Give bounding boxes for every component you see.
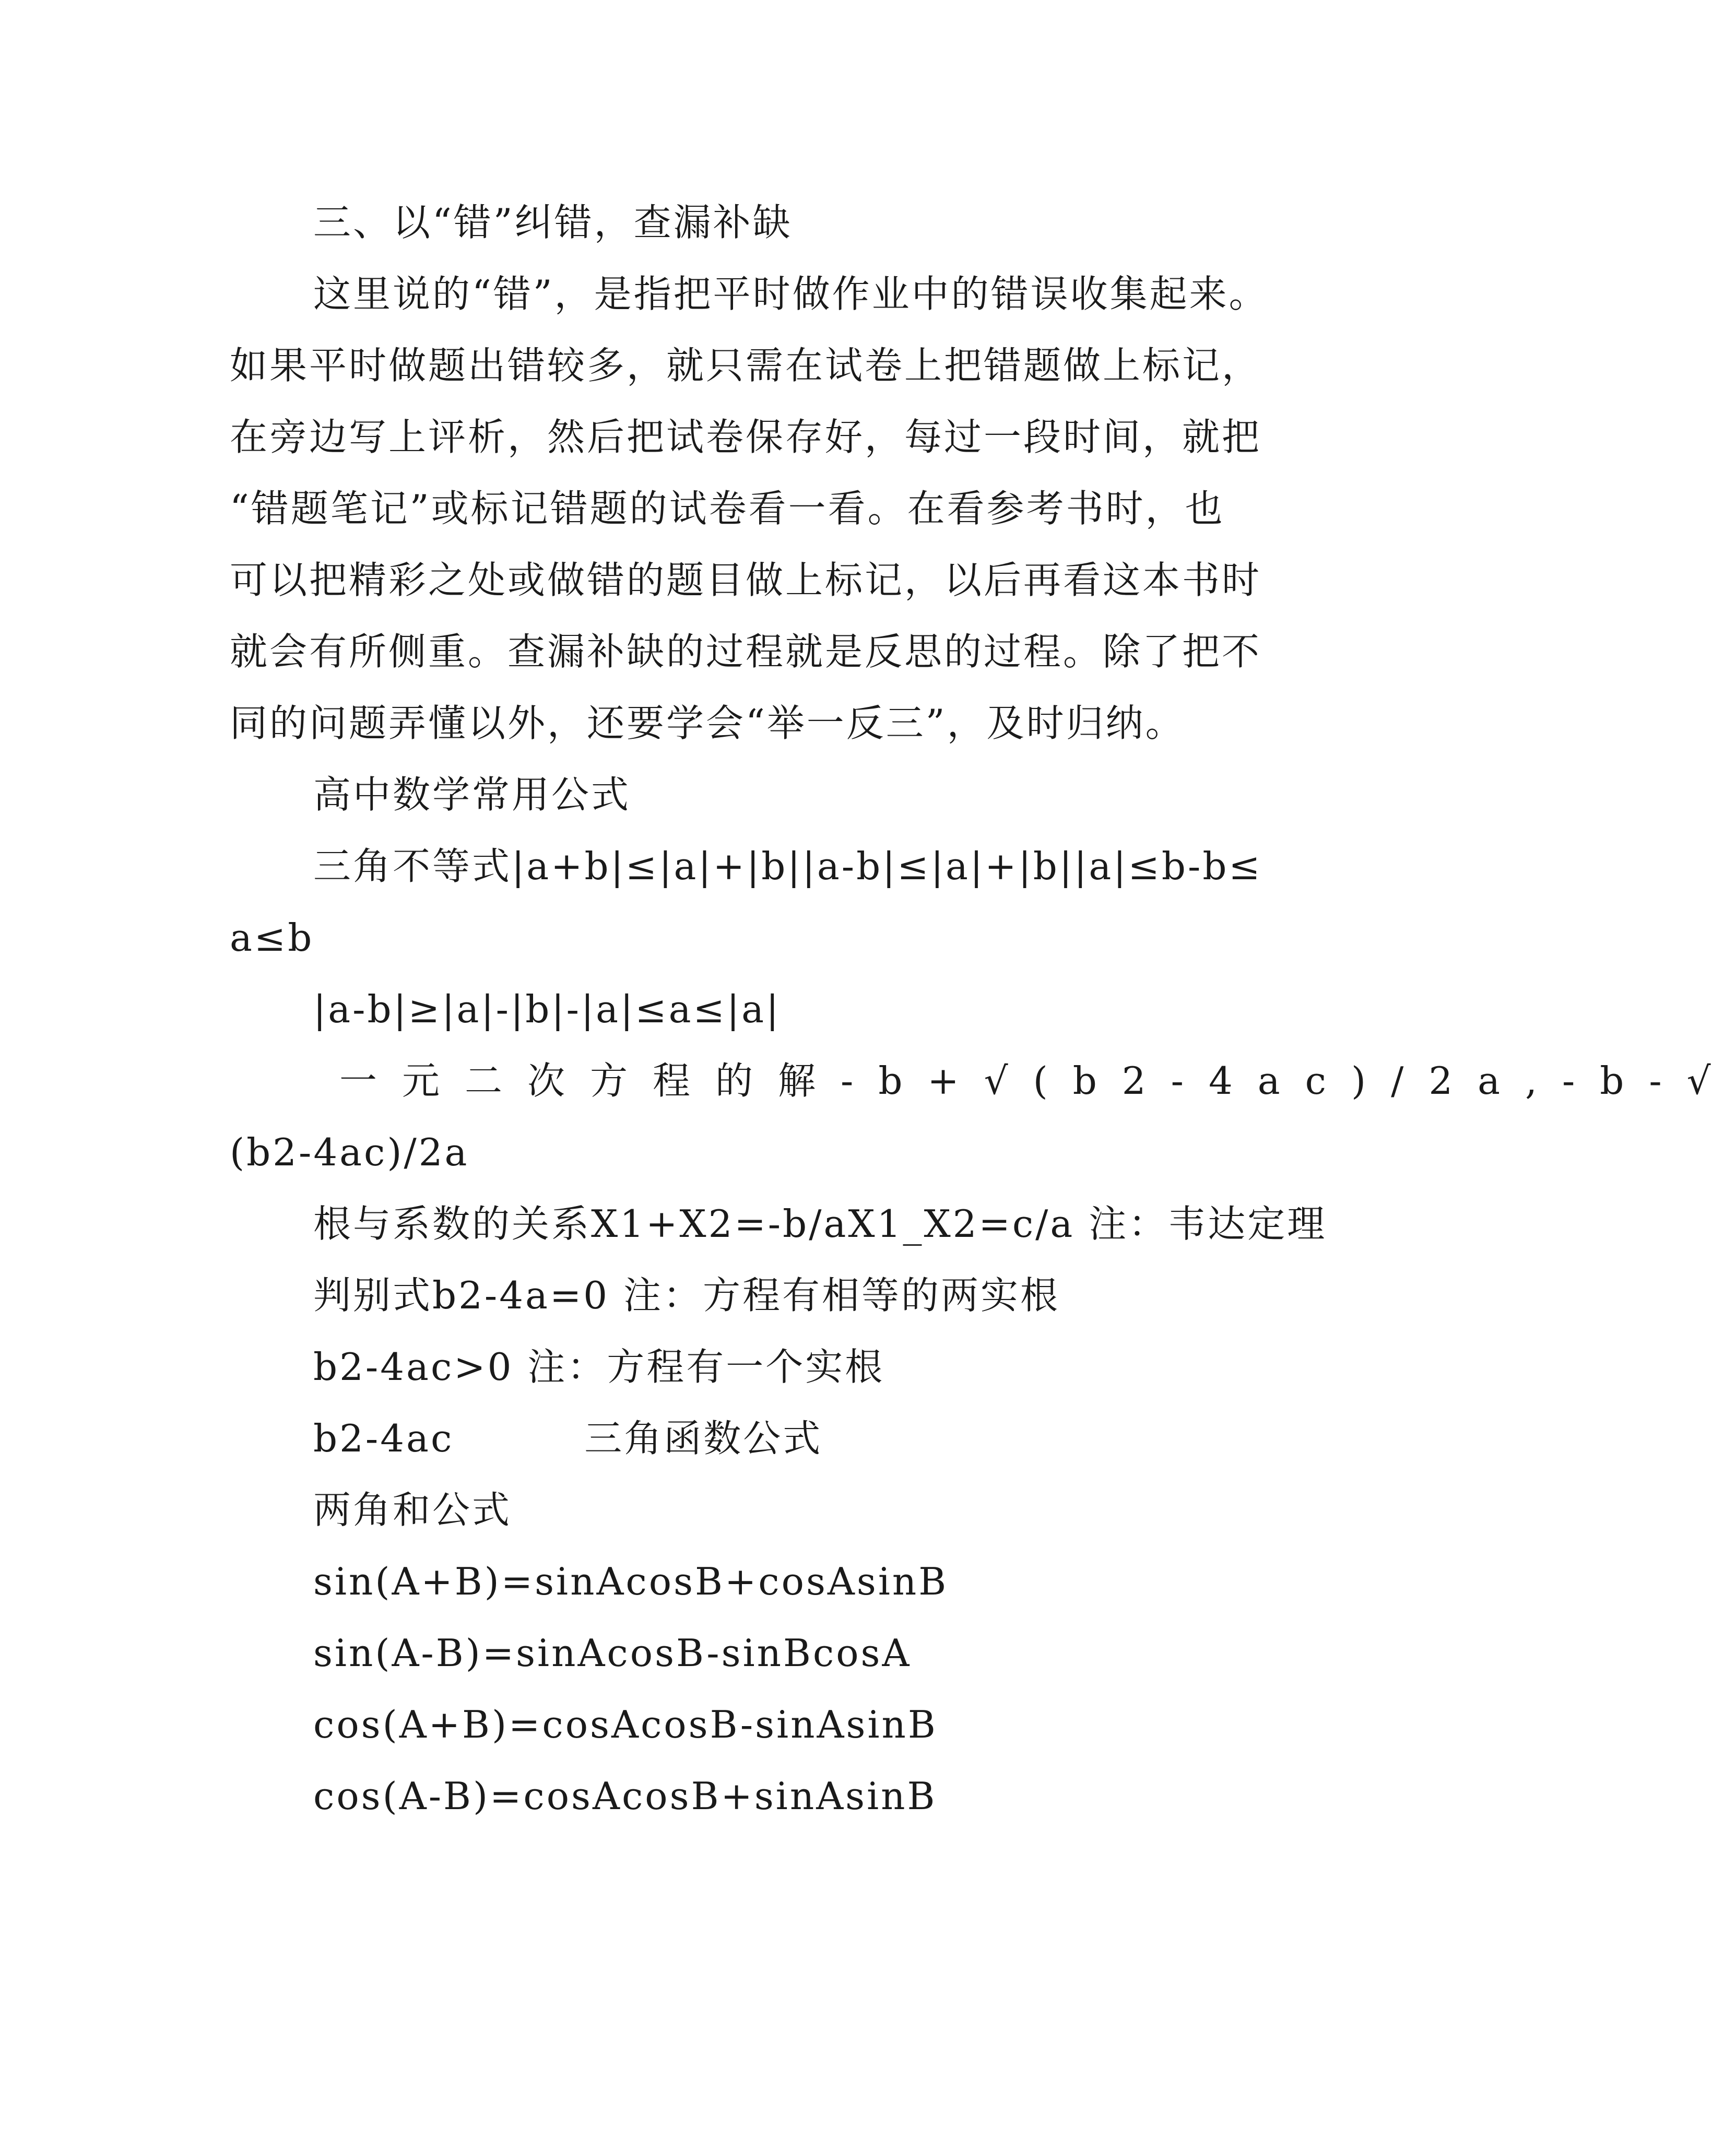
sum-formula-line: sin(A-B)=sinAcosB-sinBcosA [313,1631,912,1675]
sum-formula-line: sin(A+B)=sinAcosB+cosAsinB [313,1560,949,1603]
paragraph-line: 如果平时做题出错较多，就只需在试卷上把错题做上标记， [230,344,1262,387]
sum-formula-line: cos(A-B)=cosAcosB+sinAsinB [313,1774,937,1818]
trig-heading-line [230,1403,1316,1474]
document-body [230,187,1736,1832]
discriminant-line: 判别式b2-4a=0 注：方程有相等的两实根 [313,1273,1060,1317]
section-heading: 三、以“错”纠错，查漏补缺 [313,200,793,244]
vieta-line: 根与系数的关系X1+X2=-b/aX1_X2=c/a 注：韦达定理 [313,1202,1327,1246]
quadratic-solution-line: (b2-4ac)/2a [230,1130,469,1174]
formula-title: 高中数学常用公式 [313,773,631,817]
trig-heading-left: b2-4ac [313,1416,454,1460]
triangle-inequality-line: |a-b|≥|a|-|b|-|a|≤a≤|a| [313,987,781,1031]
trig-heading-right: 三角函数公式 [584,1416,823,1460]
paragraph-line: 在旁边写上评析，然后把试卷保存好，每过一段时间，就把 [230,415,1262,459]
sum-formula-line: cos(A+B)=cosAcosB-sinAsinB [313,1703,938,1746]
sum-formula-title: 两角和公式 [313,1488,512,1532]
quadratic-solution-line: 一元二次方程的解-b+√(b2-4ac)/2a,-b-√ [339,1059,1736,1103]
paragraph-line: 就会有所侧重。查漏补缺的过程就是反思的过程。除了把不 [230,630,1262,674]
triangle-inequality-line: a≤b [230,916,314,960]
paragraph-line: 同的问题弄懂以外，还要学会“举一反三”，及时归纳。 [230,701,1185,745]
paragraph-line: 可以把精彩之处或做错的题目做上标记，以后再看这本书时 [230,558,1262,602]
paragraph-line: 这里说的“错”，是指把平时做作业中的错误收集起来。 [313,272,1269,316]
discriminant-line: b2-4ac>0 注：方程有一个实根 [313,1345,885,1389]
triangle-inequality-line: 三角不等式|a+b|≤|a|+|b||a-b|≤|a|+|b||a|≤b-b≤ [313,844,1262,888]
paragraph-line: “错题笔记”或标记错题的试卷看一看。在看参考书时，也 [230,487,1225,530]
